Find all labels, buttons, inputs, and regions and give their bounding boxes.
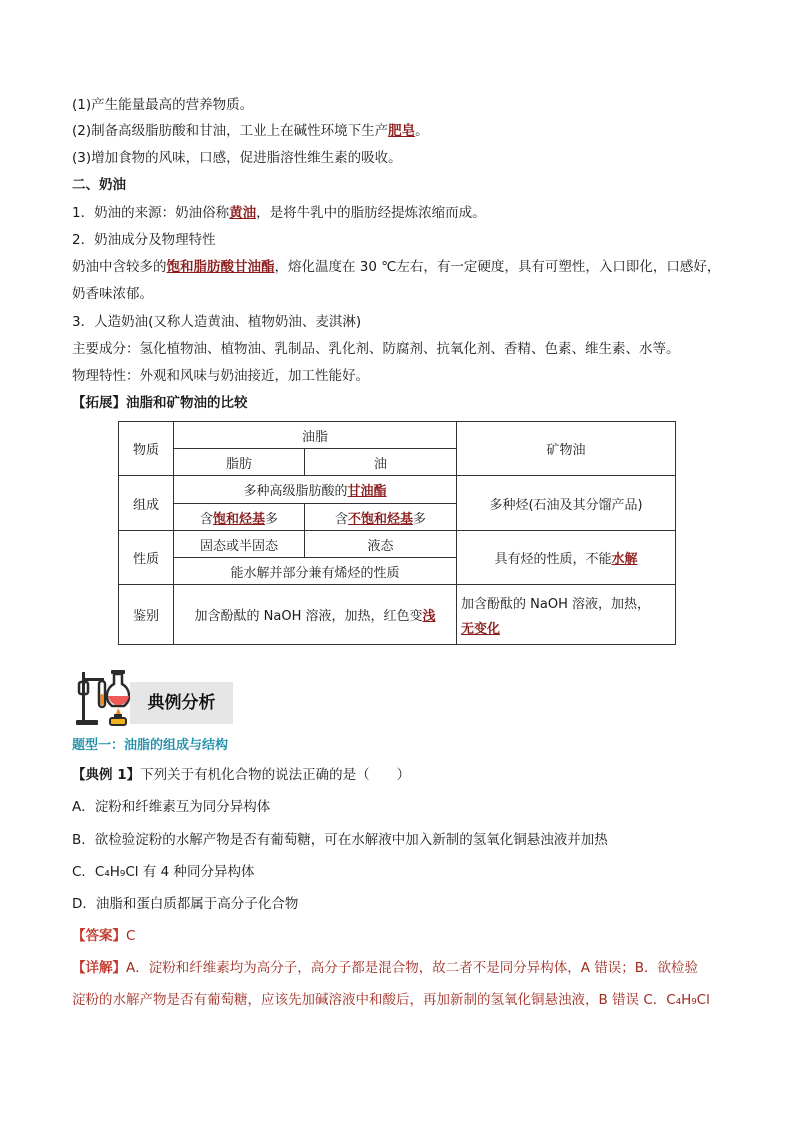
butter-properties-line2: 奶香味浓郁。 bbox=[72, 286, 153, 302]
artificial-butter-title: 3．人造奶油(又称人造黄油、植物奶油、麦淇淋) bbox=[72, 314, 362, 330]
table-row bbox=[119, 531, 676, 558]
comparison-table bbox=[118, 421, 676, 645]
answer-value: C bbox=[126, 928, 136, 944]
keyword-soap: 肥皂 bbox=[388, 123, 416, 139]
lab-equipment-icon bbox=[76, 668, 138, 728]
intro-item-3: (3)增加食物的风味，口感，促进脂溶性维生素的吸收。 bbox=[72, 150, 402, 166]
option-b: B．欲检验淀粉的水解产物是否有葡萄糖，可在水解液中加入新制的氢氧化铜悬浊液并加热 bbox=[72, 832, 608, 848]
cell-composition-mineral: 多种烃(石油及其分馏产品) bbox=[457, 476, 676, 531]
header-substance: 物质 bbox=[119, 422, 174, 476]
keyword-hydrolysis: 水解 bbox=[611, 552, 638, 567]
cell-composition-fat: 含饱和烃基多 bbox=[174, 504, 305, 531]
cell-property-mineral: 具有烃的性质，不能水解 bbox=[457, 531, 676, 585]
table-row bbox=[119, 476, 676, 504]
row-label-properties: 性质 bbox=[119, 531, 174, 585]
keyword-saturated-ester: 饱和脂肪酸甘油酯 bbox=[166, 259, 275, 275]
detail-line-2: 淀粉的水解产物是否有葡萄糖，应该先加碱溶液中和酸后，再加新制的氢氧化铜悬浊液，B 错误 C．C₄H₉Cl bbox=[72, 992, 710, 1008]
example-1-label: 【典例 1】 bbox=[72, 767, 141, 783]
butter-properties-line1: 奶油中含较多的饱和脂肪酸甘油酯，熔化温度在 30 ℃左右，有一定硬度，具有可塑性，入口即化，口感好， bbox=[72, 259, 721, 275]
cell-property-oil: 液态 bbox=[305, 531, 457, 558]
butter-source: 1．奶油的来源：奶油俗称黄油，是将牛乳中的脂肪经提炼浓缩而成。 bbox=[72, 205, 486, 221]
extension-title: 【拓展】油脂和矿物油的比较 bbox=[72, 395, 248, 411]
keyword-glyceride: 甘油酯 bbox=[347, 484, 387, 499]
burner-icon bbox=[110, 708, 126, 725]
cell-property-shared: 能水解并部分兼有烯烃的性质 bbox=[174, 558, 457, 585]
cell-composition-oil: 含不饱和烃基多 bbox=[305, 504, 457, 531]
intro-item-2: (2)制备高级脂肪酸和甘油，工业上在碱性环境下生产肥皂。 bbox=[72, 123, 429, 139]
option-c: C．C₄H₉Cl 有 4 种同分异构体 bbox=[72, 864, 255, 880]
section-heading-butter: 二、奶油 bbox=[72, 177, 126, 193]
keyword-unsaturated: 不饱和烃基 bbox=[348, 511, 414, 527]
keyword-lighter: 浅 bbox=[422, 609, 436, 624]
header-fat: 脂肪 bbox=[174, 449, 305, 476]
option-a: A．淀粉和纤维素互为同分异构体 bbox=[72, 799, 271, 815]
flask-icon bbox=[107, 670, 129, 706]
cell-ident-oil-fat: 加含酚酞的 NaOH 溶液，加热，红色变浅 bbox=[174, 585, 457, 645]
header-mineral-oil: 矿物油 bbox=[457, 422, 676, 476]
detail-label: 【详解】 bbox=[72, 960, 126, 976]
table-row bbox=[119, 422, 676, 449]
table-row bbox=[119, 585, 676, 645]
header-oil: 油 bbox=[305, 449, 457, 476]
answer-label: 【答案】 bbox=[72, 928, 126, 944]
artificial-butter-components: 主要成分：氢化植物油、植物油、乳制品、乳化剂、防腐剂、抗氧化剂、香精、色素、维生素、水等。 bbox=[72, 341, 680, 357]
section-banner-title: 典例分析 bbox=[130, 682, 233, 724]
example-1-question: 【典例 1】下列关于有机化合物的说法正确的是（ ） bbox=[72, 767, 411, 783]
cell-ident-mineral: 加含酚酞的 NaOH 溶液，加热， 无变化 bbox=[457, 585, 676, 645]
keyword-saturated: 饱和烃基 bbox=[212, 511, 265, 527]
keyword-no-change: 无变化 bbox=[461, 621, 501, 637]
intro-item-1: (1)产生能量最高的营养物质。 bbox=[72, 97, 254, 113]
header-oil-fat: 油脂 bbox=[174, 422, 457, 449]
cell-composition-shared: 多种高级脂肪酸的甘油酯 bbox=[174, 476, 457, 504]
option-d: D．油脂和蛋白质都属于高分子化合物 bbox=[72, 896, 299, 912]
artificial-butter-properties: 物理特性：外观和风味与奶油接近，加工性能好。 bbox=[72, 368, 369, 384]
question-type-1: 题型一：油脂的组成与结构 bbox=[72, 738, 229, 753]
row-label-identification: 鉴别 bbox=[119, 585, 174, 645]
butter-properties-title: 2．奶油成分及物理特性 bbox=[72, 232, 216, 248]
keyword-huangyou: 黄油 bbox=[229, 205, 257, 221]
answer-line bbox=[72, 926, 135, 946]
cell-property-fat: 固态或半固态 bbox=[174, 531, 305, 558]
detail-line-1: 【详解】A．淀粉和纤维素均为高分子，高分子都是混合物，故二者不是同分异构体，A 错误；B．欲检验 bbox=[72, 960, 699, 976]
row-label-composition: 组成 bbox=[119, 476, 174, 531]
